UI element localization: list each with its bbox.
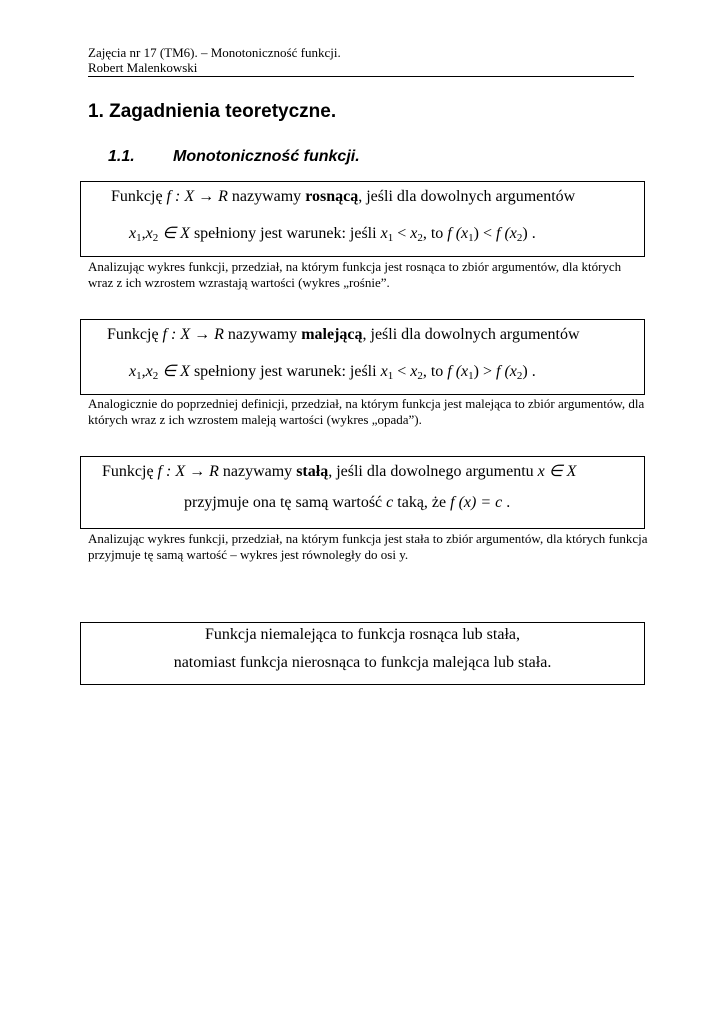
word-to: , to — [422, 363, 444, 380]
definition-box-increasing — [80, 181, 645, 257]
subscript: 1 — [136, 370, 142, 382]
definition-line-1 — [111, 188, 575, 206]
var-x: x — [145, 225, 153, 242]
subscript: 1 — [468, 232, 474, 244]
comma: , — [141, 363, 146, 380]
definition-text: , jeśli dla dowolnych argumentów — [358, 188, 576, 205]
period: . — [502, 494, 511, 511]
f-of-x: f (x — [496, 363, 517, 380]
subscript: 1 — [136, 232, 142, 244]
var-x: x — [410, 363, 418, 380]
f-of-x: f (x — [447, 363, 469, 380]
word-funkcje: Funkcję — [102, 463, 154, 480]
f-of-x: f (x — [496, 225, 517, 242]
subscript: 2 — [417, 370, 423, 382]
definition-line-2 — [129, 223, 536, 244]
summary-line-1: Funkcja niemalejąca to funkcja rosnąca lub stała, — [205, 626, 520, 643]
var-c: c — [386, 494, 394, 511]
summary-box — [80, 622, 645, 685]
paren: ) — [522, 225, 528, 242]
relation: < — [478, 225, 497, 242]
subscript: 2 — [417, 232, 423, 244]
word-taka: taką, że — [397, 494, 447, 511]
paren: ) — [522, 363, 528, 380]
var-x: x — [145, 363, 153, 380]
subscript: 2 — [152, 370, 159, 382]
subscript: 2 — [516, 232, 523, 244]
term-constant: stałą — [296, 463, 329, 480]
var-x: x — [129, 363, 137, 380]
definition-line-2 — [184, 494, 510, 512]
paren: ) — [473, 363, 479, 380]
word-to: , to — [422, 225, 444, 242]
constant-text: przyjmuje ona tę samą wartość — [184, 494, 383, 511]
subscript: 1 — [387, 232, 394, 244]
function-mapping: f : X → R — [162, 326, 224, 343]
subsection-heading — [108, 148, 360, 166]
term-increasing: rosnącą — [305, 188, 359, 205]
word-funkcje: Funkcję — [107, 326, 159, 343]
subsection-number: 1.1. — [108, 148, 135, 165]
note-constant: Analizując wykres funkcji, przedział, na którym funkcja jest stała to zbiór argumentów, dla których funkcja przyjmuje tę samą wartość – wykres jest równoległy do osi y. — [88, 531, 648, 562]
word-funkcje: Funkcję — [111, 188, 163, 205]
var-x: x — [380, 363, 388, 380]
f-of-x: f (x — [447, 225, 469, 242]
less-than: < — [393, 225, 411, 242]
header-author: Robert Malenkowski — [88, 60, 634, 77]
definition-box-constant — [80, 456, 645, 529]
comma: , — [141, 225, 146, 242]
summary-line-2: natomiast funkcja nierosnąca to funkcja malejąca lub stała. — [173, 654, 552, 671]
subscript: 1 — [387, 370, 394, 382]
definition-box-decreasing — [80, 319, 645, 395]
subsection-title: Monotoniczność funkcji. — [173, 148, 360, 165]
definition-line-1 — [102, 461, 576, 481]
definition-text: , jeśli dla dowolnych argumentów — [362, 326, 580, 343]
var-x: x — [380, 225, 388, 242]
note-decreasing: Analogicznie do poprzedniej definicji, przedział, na którym funkcja jest malejąca to zbiór argumentów, dla których wraz z ich wzrostem maleją wartości (wykres „opada”). — [88, 396, 645, 427]
header-course-title: Zajęcia nr 17 (TM6). – Monotoniczność funkcji. — [88, 45, 341, 60]
condition-text: spełniony jest warunek: jeśli — [193, 225, 377, 242]
definition-line-1 — [107, 326, 580, 344]
element-of-x: ∈ X — [158, 363, 190, 380]
relation: > — [478, 363, 497, 380]
subscript: 1 — [468, 370, 474, 382]
section-heading: 1. Zagadnienia teoretyczne. — [88, 101, 337, 122]
term-decreasing: malejącą — [301, 326, 363, 343]
note-increasing: Analizując wykres funkcji, przedział, na którym funkcja jest rosnąca to zbiór argumentów, dla których wraz z ich wzrostem wzrastają wartości (wykres „rośnie”. — [88, 259, 622, 290]
period: . — [527, 363, 536, 380]
period: . — [527, 225, 536, 242]
element-of-x: ∈ X — [158, 225, 190, 242]
definition-text: , jeśli dla dowolnego argumentu — [328, 463, 534, 480]
x-element-of-x: x ∈ X — [537, 463, 577, 480]
word-nazywamy: nazywamy — [222, 463, 293, 480]
var-x: x — [410, 225, 418, 242]
function-mapping: f : X → R — [166, 188, 228, 205]
word-nazywamy: nazywamy — [231, 188, 302, 205]
less-than: < — [393, 363, 411, 380]
var-x: x — [129, 225, 137, 242]
word-nazywamy: nazywamy — [227, 326, 298, 343]
definition-line-2 — [129, 361, 536, 382]
paren: ) — [473, 225, 479, 242]
subscript: 2 — [152, 232, 159, 244]
subscript: 2 — [516, 370, 523, 382]
f-of-x-equals-c: f (x) = c — [450, 494, 503, 511]
page-header — [88, 45, 634, 77]
function-mapping: f : X → R — [157, 463, 219, 480]
condition-text: spełniony jest warunek: jeśli — [193, 363, 377, 380]
